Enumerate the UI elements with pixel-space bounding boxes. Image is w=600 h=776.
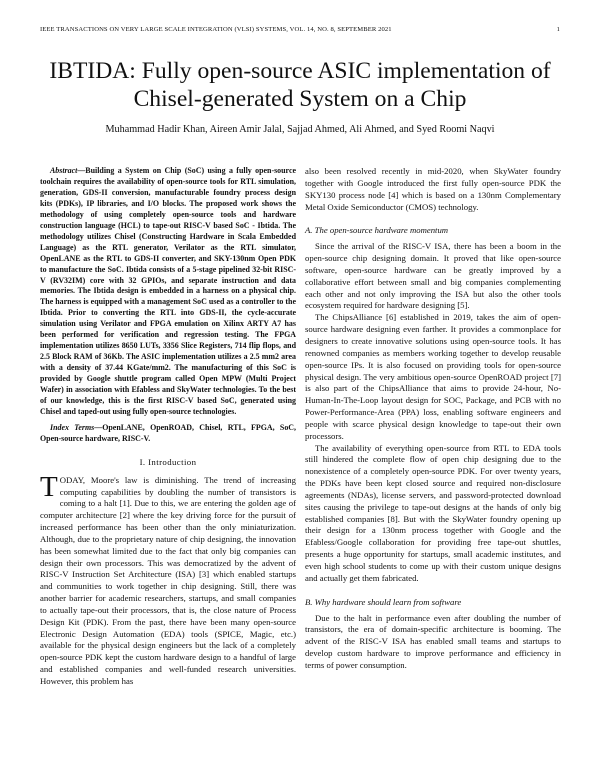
subsection-b-paragraph-1: Due to the halt in performance even after doubling the number of transistors, the era of domain-specific architecture is booming. The advent of the RISC-V ISA has enabled small teams and startups to develop custom hardware to improve performance and efficiency in terms of power consumption. [305,612,561,670]
running-header [40,26,560,33]
section-heading-introduction: I. Introduction [139,456,197,467]
abstract-label: Abstract [50,166,78,175]
right-column [305,166,561,672]
index-terms-text: —OpenLANE, OpenROAD, Chisel, RTL, FPGA, SoC, Open-source hardware, RISC-V. [40,422,296,443]
subsection-heading-a: A. The open-source hardware momentum [305,225,449,236]
paper-title: IBTIDA: Fully open-source ASIC implementation of Chisel-generated System on a Chip [49,58,551,112]
subsection-a-paragraph-2: The ChipsAlliance [6] established in 2019, takes the aim of open-source hardware designing even farther. It provides a commonplace for designers to create innovative solutions using open-source tools. It has renowned companies as members working together to develop reusable open-source IPs. It is also focused on providing tools for open-source physical design. The very ambitious open-source OpenROAD project [7] is also part of the ChipsAlliance that aims to provide 24-hour, No-Human-In-The-Loop layout design for SOC, Package, and PCB with no Power-Performance-Area (PPA) loss, enabling software engineers and people with scarce physical design knowledge to tape-out their own processors. [305,312,561,441]
intro-text: Moore's law is diminishing. The trend of increasing computing capabilities by doubling the number of transistors is coming to a halt [1]. Due to this, we are entering the golden age of computer architecture [2] where the key driving force for the pursuit of increased performance has been other than the only miniaturization. Although, due to the proprietary nature of chip designing, the innovation has been somewhat limited due to the fact that only big companies can design their own processors. This was democratized by the advent of RISC-V Instruction Set Architecture (ISA) [3] which enabled startups and communities to work together in chip designing. Still, there was another barrier for academic researchers, startups, and small companies to actually tape-out their processors, that is, the close nature of Process Design Kit (PDK). From the past, there have been many open-source Electronic Design Automation (EDA) tools (SPICE, Magic, etc.) available for the physical design engineers but the lack of a completely open-source PDK kept the custom hardware design to a handful of large and established companies and well-funded research universities. However, this problem has [40,474,296,687]
author-list: Muhammad Hadir Khan, Aireen Amir Jalal, Sajjad Ahmed, Ali Ahmed, and Syed Roomi Naqvi [105,124,495,135]
page-number: 1 [556,26,560,33]
drop-cap: T [40,470,58,503]
abstract-text: —Building a System on Chip (SoC) using a fully open-source toolchain requires the availability of open-source tools for RTL simulation, generation, GDS-II conversion, manufacturable foundry process design kits (PDKs), IP libraries, and I/O blocks. The proposed work shows the methodology of using completely open-source tools and hardware construction language (HCL) to tape-out RISC-V based SoC - Ibtida. The methodology utilizes Chisel (Constructing Hardware in Scala Embedded Language) as the RTL generator, Verilator as the RTL simulator, OpenLANE as the RTL to GDS-II converter, and SKY-130nm Open PDK to manufacture the SoC. Ibtida consists of a 5-stage pipelined 32-bit RISC-V (RV32IM) core with 32 GPIOs, and separate instruction and data memories. The Ibtida design is embedded in a harness on a physical chip. The harness is equipped with a management SoC used as a controller to the Ibtida. Prior to converting the RTL into GDS-II, the cycle-accurate simulation using Verilator and FPGA emulation on Xilinx ARTY A7 has been performed for verification and regression testing. The FPGA implementation utilizes 8650 LUTs, 3356 Slice Registers, 714 flip flops, and 2.5 Block RAM of 36Kb. The ASIC implementation utilizes a 2.5 mm2 area with a density of 37.44 KGate/mm2. The manufacturing of this SoC is provided by Google shuttle program called Open MPW (Multi Project Wafer) in association with Efabless and SkyWater technologies. To the best of our knowledge, this is the first RISC-V based SoC, generated using Chisel and taped-out using fully open-source technologies. [40,166,296,416]
intro-lead-word: ODAY, [59,474,86,485]
abstract [40,166,296,418]
intro-paragraph [40,470,296,688]
left-column [40,166,296,688]
journal-name: IEEE TRANSACTIONS ON VERY LARGE SCALE INTEGRATION (VLSI) SYSTEMS, VOL. 14, NO. 8, SEPTEMBER 2021 [40,26,392,33]
intro-continuation: also been resolved recently in mid-2020, when SkyWater foundry together with Google introduced the first fully open-source PDK the SKY130 process node [4] which is based on a 130nm Complementary Metal Oxide Semiconductor (CMOS) technology. [305,166,561,212]
index-terms [40,423,296,445]
subsection-a-paragraph-1: Since the arrival of the RISC-V ISA, there has been a boom in the open-source chip designing domain. It proved that like open-source software, open-source hardware can be greatly improved by a collaborative effort between small and big companies complementing each other and not only improving the ISA but also the other tools ecosystem required for hardware designing [5]. [305,241,561,311]
index-terms-label: Index Terms [50,422,95,432]
subsection-heading-b: B. Why hardware should learn from software [305,596,462,607]
subsection-a-paragraph-3: The availability of everything open-source from RTL to EDA tools still hindered the complete flow of open chip designing due to the nonexistence of a completely open-source PDK. For over twenty years, the PDKs have been kept closed source and required non-disclosure agreements (NDAs), license servers, and password-protected download sites causing the privilege to tape-out designs at the hands of only big established companies [8]. But with the SkyWater foundry opening up their design for a 130nm process together with Google and the Efabless/Google collaboration for providing free tape-out shuttles, presents a huge opportunity for startups, small academic institutes, and even high school students to come up with their custom unique designs and actually get them fabricated. [305,442,561,583]
